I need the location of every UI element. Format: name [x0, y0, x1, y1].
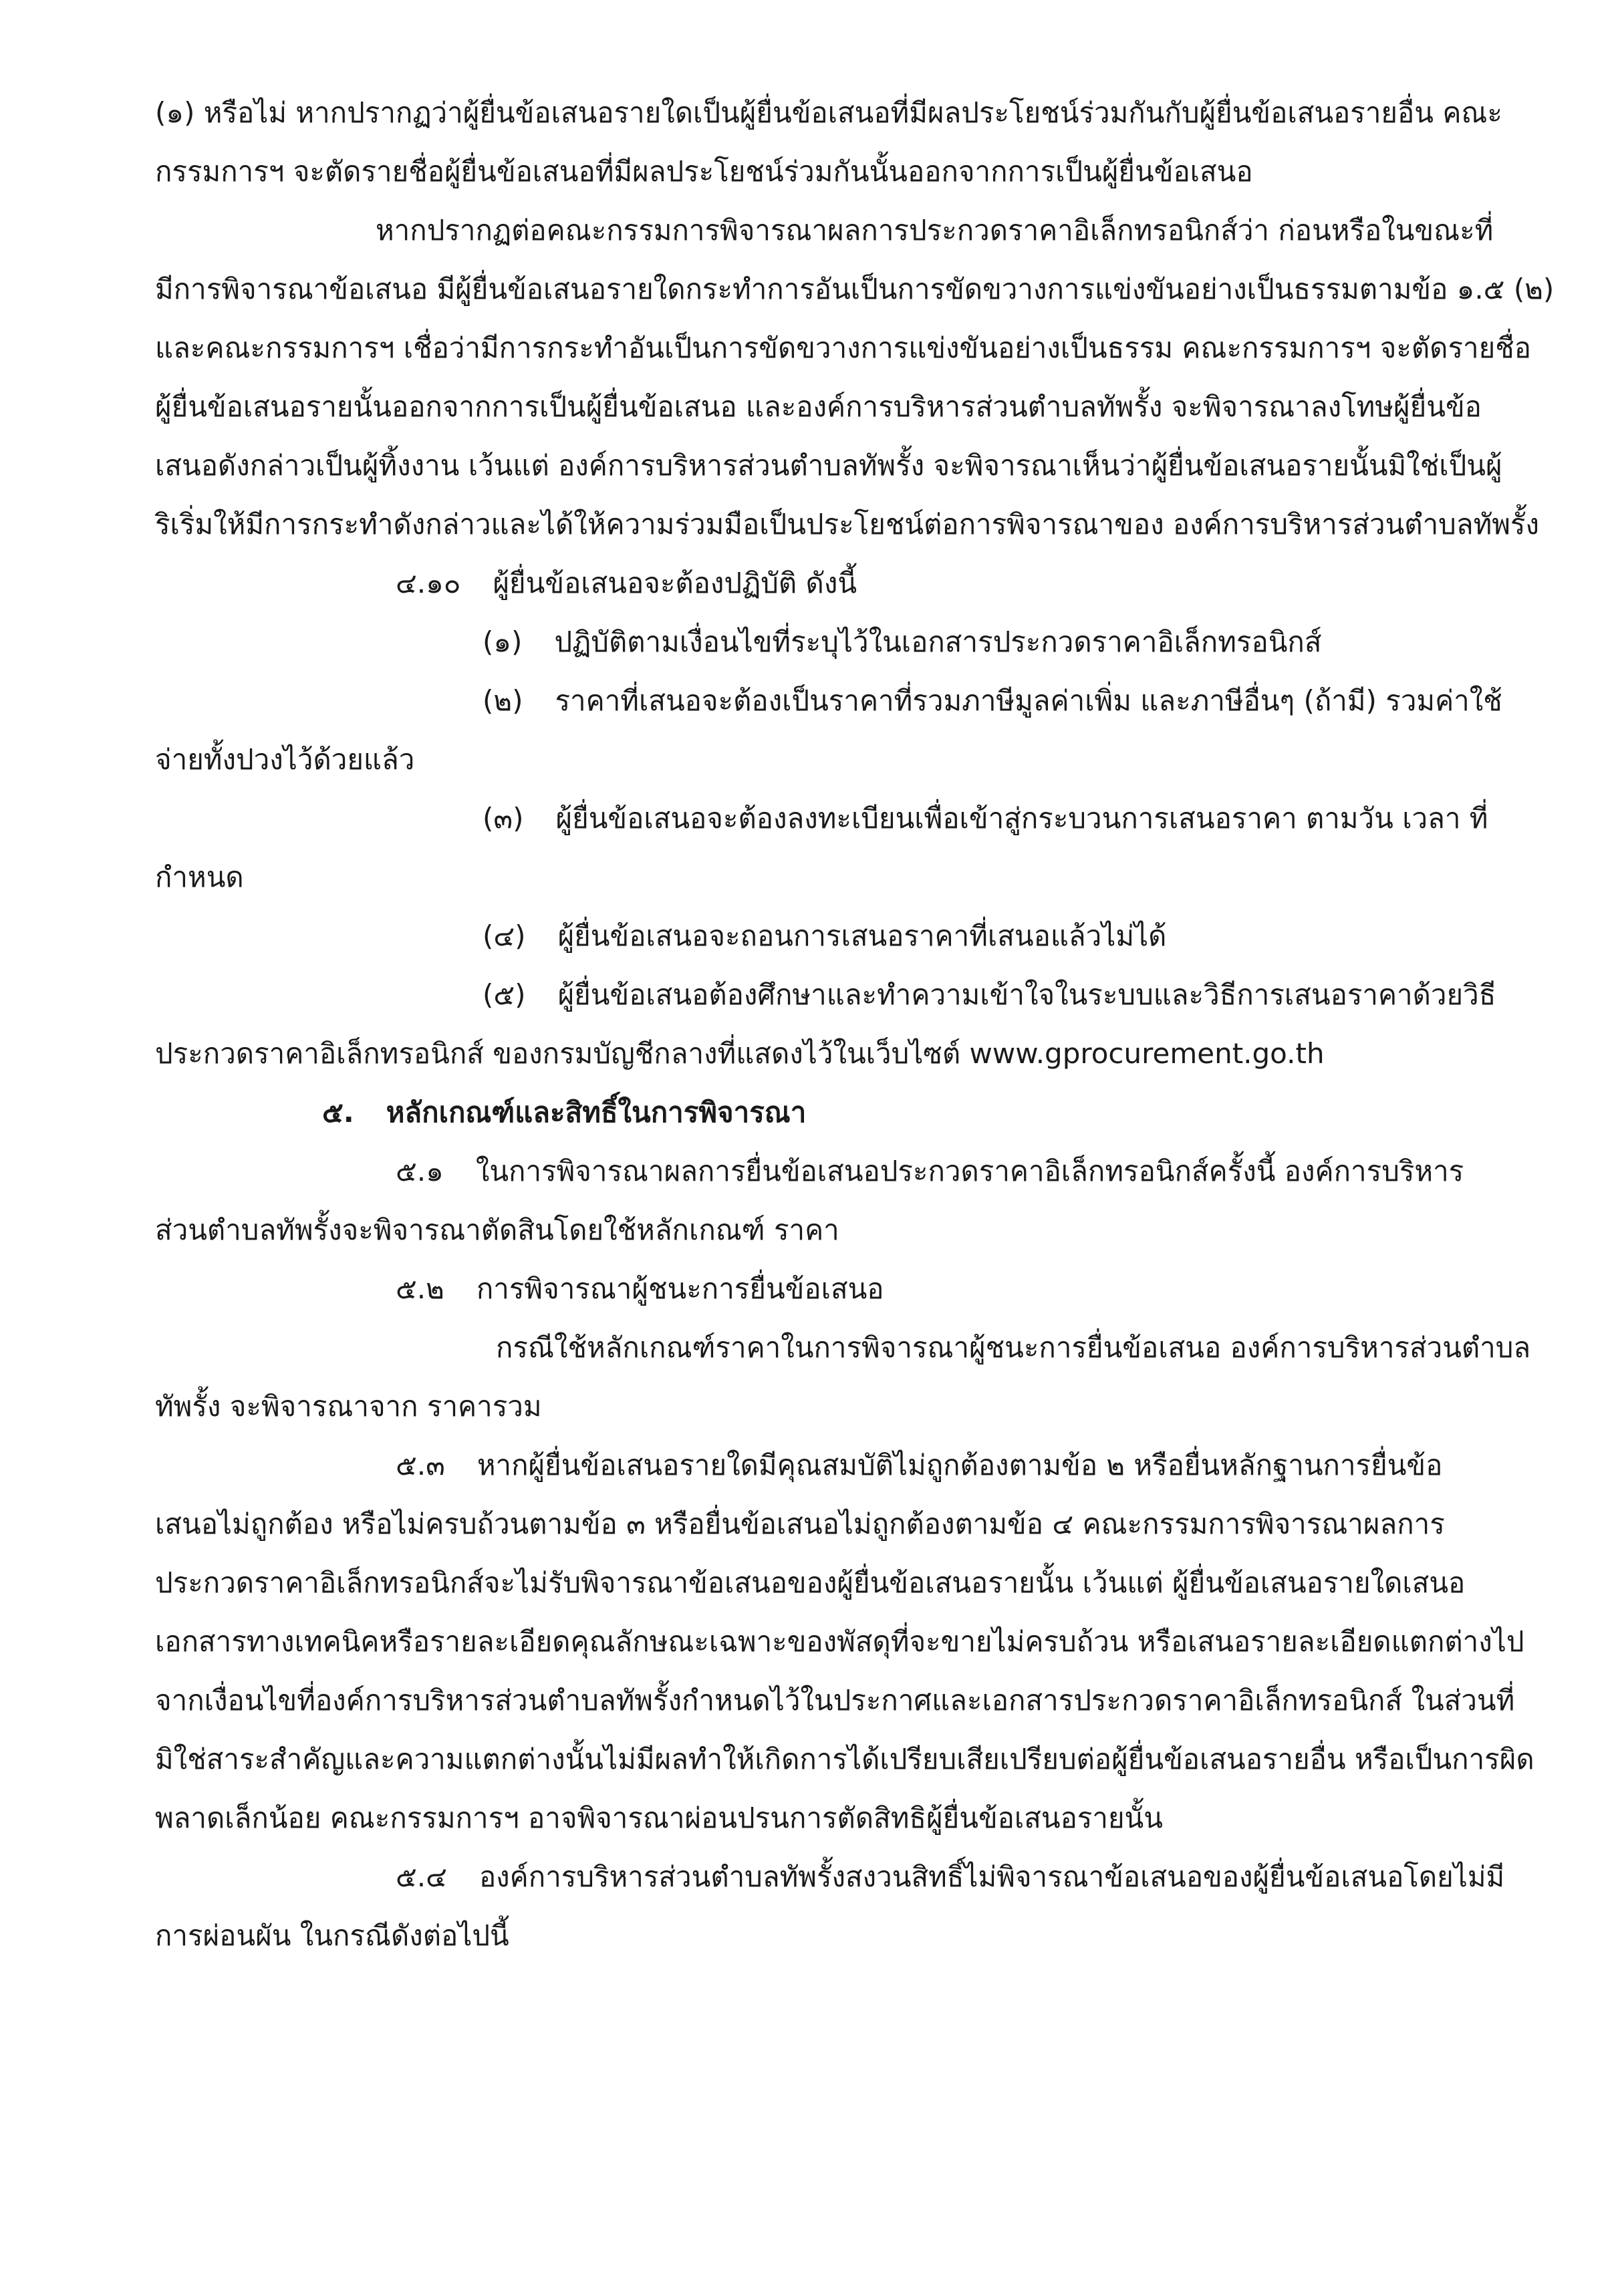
para-line-6: ผู้ยื่นข้อเสนอรายนั้นออกจากการเป็นผู้ยื่นข้อเสนอ และองค์การบริหารส่วนตำบลทัพรั้ง จะพิจารณาลงโทษผู้ยื่นข้อ: [155, 390, 1482, 423]
sub-1-text: ปฏิบัติตามเงื่อนไขที่ระบุไว้ในเอกสารประกวดราคาอิเล็กทรอนิกส์: [554, 625, 1322, 658]
item-5-4-text: องค์การบริหารส่วนตำบลทัพรั้งสงวนสิทธิ์ไม่พิจารณาข้อเสนอของผู้ยื่นข้อเสนอโดยไม่มี: [479, 1860, 1505, 1893]
item-5-3-text: หากผู้ยื่นข้อเสนอรายใดมีคุณสมบัติไม่ถูกต้องตามข้อ ๒ หรือยื่นหลักฐานการยื่นข้อ: [477, 1449, 1443, 1481]
item-4-10-sub-4: [483, 919, 1167, 952]
para-line-7: เสนอดังกล่าวเป็นผู้ทิ้งงาน เว้นแต่ องค์การบริหารส่วนตำบลทัพรั้ง จะพิจารณาเห็นว่าผู้ยื่นข้อเสนอรายนั้นมิใช่เป็นผู้: [155, 449, 1502, 482]
sub-3-number: (๓): [483, 802, 524, 835]
item-5-1-continued: ส่วนตำบลทัพรั้งจะพิจารณาตัดสินโดยใช้หลักเกณฑ์ ราคา: [155, 1213, 839, 1246]
item-5-2-text: การพิจารณาผู้ชนะการยื่นข้อเสนอ: [476, 1272, 884, 1305]
item-5-3-line-6: พลาดเล็กน้อย คณะกรรมการฯ อาจพิจารณาผ่อนปรนการตัดสิทธิผู้ยื่นข้อเสนอรายนั้น: [155, 1802, 1163, 1834]
item-5-3-line-2: ประกวดราคาอิเล็กทรอนิกส์จะไม่รับพิจารณาข้อเสนอของผู้ยื่นข้อเสนอรายนั้น เว้นแต่ ผู้ยื่นข้อเสนอรายใดเสนอ: [155, 1566, 1466, 1599]
item-4-10-sub-1: [483, 625, 1322, 658]
item-5-1-number: ๕.๑: [396, 1155, 444, 1187]
sub-5-text: ผู้ยื่นข้อเสนอต้องศึกษาและทำความเข้าใจในระบบและวิธีการเสนอราคาด้วยวิธี: [557, 978, 1496, 1011]
item-5-3-number: ๕.๓: [396, 1449, 445, 1481]
item-4-10-sub-5: [483, 978, 1496, 1011]
para-line-8: ริเริ่มให้มีการกระทำดังกล่าวและได้ให้ความร่วมมือเป็นประโยชน์ต่อการพิจารณาของ องค์การบริหารส่วนตำบลทัพรั้ง: [155, 508, 1540, 541]
item-4-10-number: ๔.๑๐: [396, 567, 461, 599]
section-5-title: หลักเกณฑ์และสิทธิ์ในการพิจารณา: [386, 1096, 807, 1129]
sub-5-continued: ประกวดราคาอิเล็กทรอนิกส์ ของกรมบัญชีกลางที่แสดงไว้ในเว็บไซต์ www.gprocurement.go.th: [155, 1037, 1325, 1070]
para-line-3: หากปรากฏต่อคณะกรรมการพิจารณาผลการประกวดราคาอิเล็กทรอนิกส์ว่า ก่อนหรือในขณะที่: [376, 214, 1494, 247]
item-5-4-number: ๕.๔: [396, 1860, 447, 1893]
sub-1-number: (๑): [483, 625, 523, 658]
item-5-2-number: ๕.๒: [396, 1272, 444, 1305]
item-5-2: [396, 1272, 884, 1305]
para-line-2: กรรมการฯ จะตัดรายชื่อผู้ยื่นข้อเสนอที่มีผลประโยชน์ร่วมกันนั้นออกจากการเป็นผู้ยื่นข้อเสนอ: [155, 155, 1253, 188]
para-line-4: มีการพิจารณาข้อเสนอ มีผู้ยื่นข้อเสนอรายใดกระทำการอันเป็นการขัดขวางการแข่งขันอย่างเป็นธรรมตามข้อ ๑.๕ (๒): [155, 273, 1555, 305]
item-5-3-line-3: เอกสารทางเทคนิคหรือรายละเอียดคุณลักษณะเฉพาะของพัสดุที่จะขายไม่ครบถ้วน หรือเสนอรายละเอียดแตกต่างไป: [155, 1625, 1524, 1658]
item-5-1: [396, 1157, 1464, 1185]
sub-2-continued: จ่ายทั้งปวงไว้ด้วยแล้ว: [155, 743, 415, 776]
item-5-3-line-1: เสนอไม่ถูกต้อง หรือไม่ครบถ้วนตามข้อ ๓ หรือยื่นข้อเสนอไม่ถูกต้องตามข้อ ๔ คณะกรรมการพิจารณาผลการ: [155, 1508, 1445, 1540]
item-5-2-paragraph: กรณีใช้หลักเกณฑ์ราคาในการพิจารณาผู้ชนะการยื่นข้อเสนอ องค์การบริหารส่วนตำบล: [496, 1331, 1531, 1364]
sub-4-number: (๔): [483, 919, 526, 952]
item-5-3-line-4: จากเงื่อนไขที่องค์การบริหารส่วนตำบลทัพรั้งกำหนดไว้ในประกาศและเอกสารประกวดราคาอิเล็กทรอนิกส์ ในส่วนที่: [155, 1684, 1515, 1717]
sub-3-text: ผู้ยื่นข้อเสนอจะต้องลงทะเบียนเพื่อเข้าสู่กระบวนการเสนอราคา ตามวัน เวลา ที่: [555, 802, 1488, 835]
sub-2-number: (๒): [483, 684, 523, 717]
item-5-3-line-5: มิใช่สาระสำคัญและความแตกต่างนั้นไม่มีผลทำให้เกิดการได้เปรียบเสียเปรียบต่อผู้ยื่นข้อเสนอรายอื่น หรือเป็นการผิด: [155, 1743, 1534, 1775]
item-5-3: [396, 1451, 1442, 1479]
item-4-10: [396, 569, 857, 597]
sub-3-continued: กำหนด: [155, 861, 244, 893]
item-5-2-continued: ทัพรั้ง จะพิจารณาจาก ราคารวม: [155, 1390, 542, 1423]
item-5-4: [396, 1860, 1505, 1893]
item-5-1-text: ในการพิจารณาผลการยื่นข้อเสนอประกวดราคาอิเล็กทรอนิกส์ครั้งนี้ องค์การบริหาร: [475, 1155, 1464, 1187]
sub-2-text: ราคาที่เสนอจะต้องเป็นราคาที่รวมภาษีมูลค่าเพิ่ม และภาษีอื่นๆ (ถ้ามี) รวมค่าใช้: [555, 684, 1502, 717]
item-4-10-sub-2: [483, 684, 1502, 717]
para-line-1: (๑) หรือไม่ หากปรากฏว่าผู้ยื่นข้อเสนอรายใดเป็นผู้ยื่นข้อเสนอที่มีผลประโยชน์ร่วมกันกับผู้ยื่นข้อเสนอรายอื่น คณะ: [155, 96, 1502, 129]
item-4-10-text: ผู้ยื่นข้อเสนอจะต้องปฏิบัติ ดังนี้: [493, 567, 857, 599]
sub-4-text: ผู้ยื่นข้อเสนอจะถอนการเสนอราคาที่เสนอแล้วไม่ได้: [557, 919, 1167, 952]
section-5-number: ๕.: [322, 1096, 354, 1129]
item-5-4-continued: การผ่อนผัน ในกรณีดังต่อไปนี้: [155, 1919, 509, 1952]
para-line-5: และคณะกรรมการฯ เชื่อว่ามีการกระทำอันเป็นการขัดขวางการแข่งขันอย่างเป็นธรรม คณะกรรมการฯ จะตัดรายชื่อ: [155, 331, 1531, 364]
item-4-10-sub-3: [483, 802, 1488, 835]
sub-5-number: (๕): [483, 978, 526, 1011]
section-5-heading: [322, 1096, 807, 1129]
